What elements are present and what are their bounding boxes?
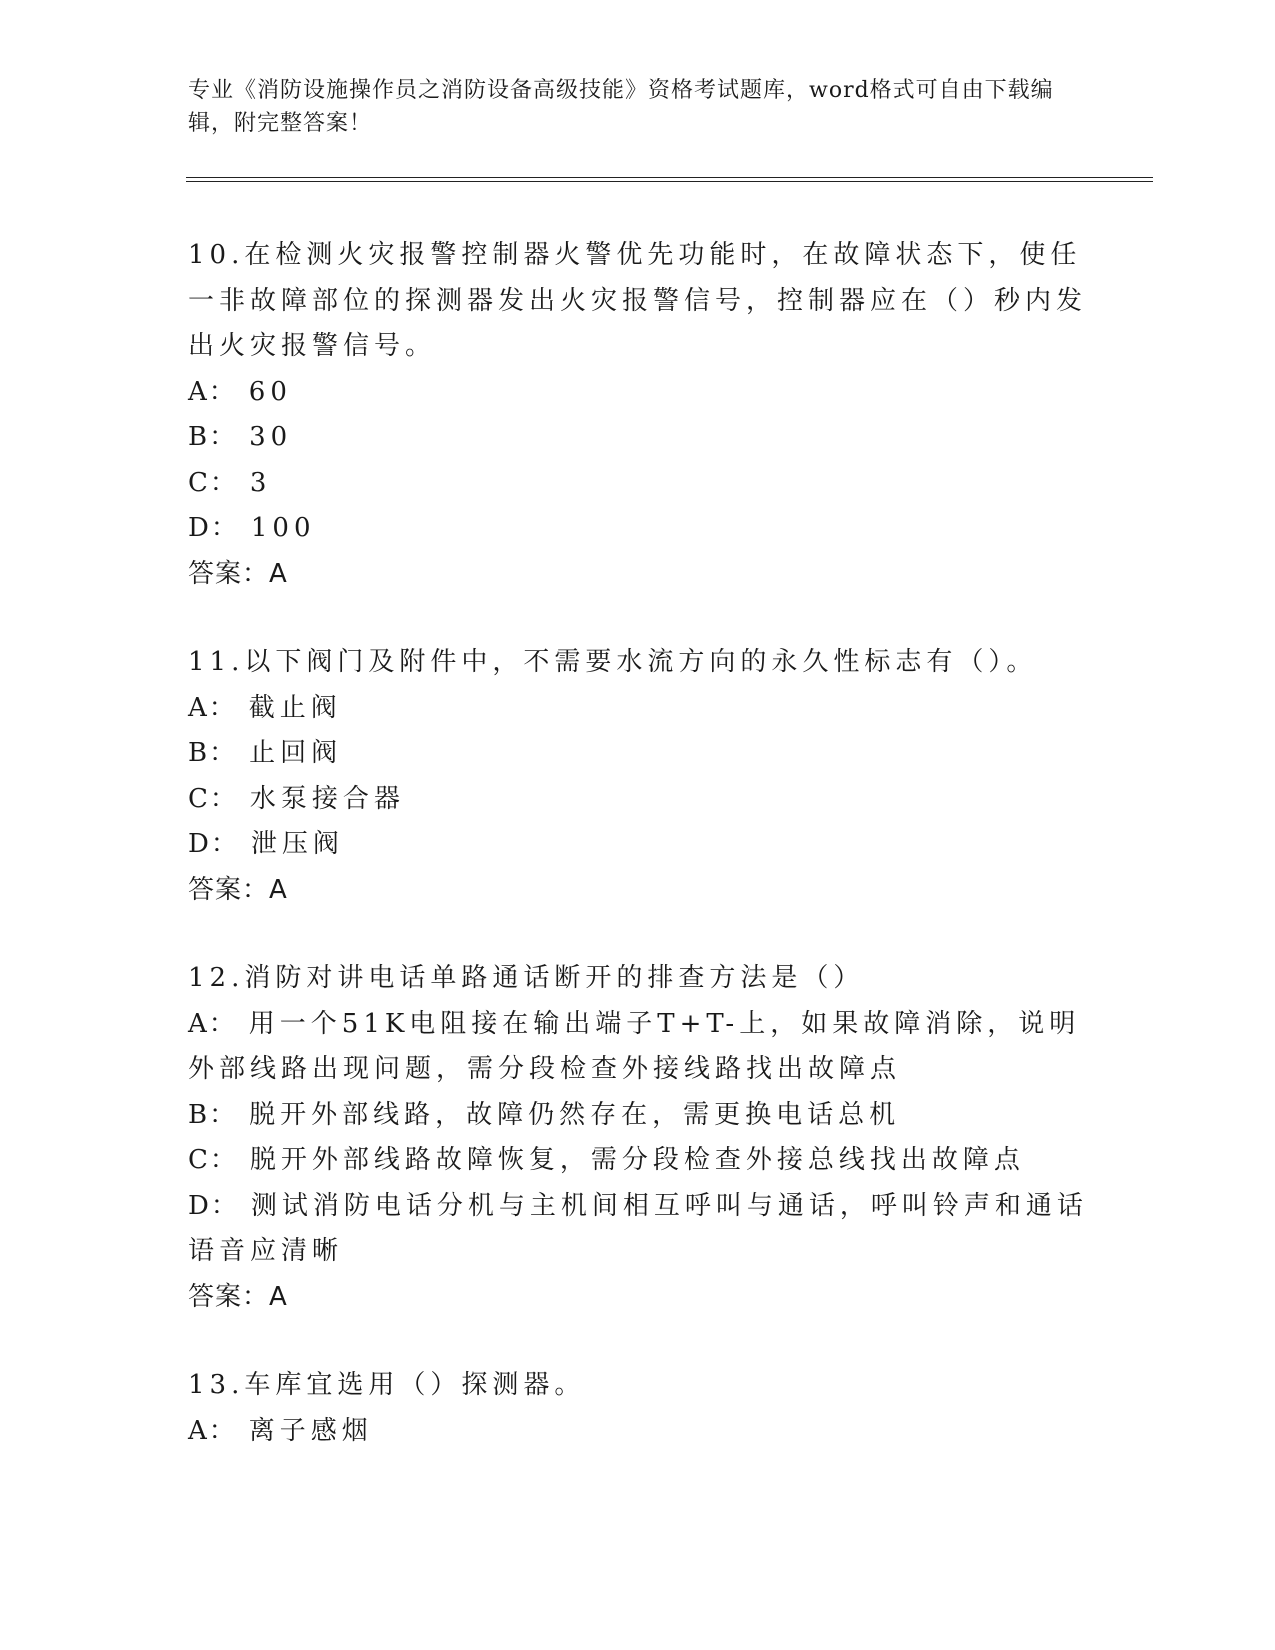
option-a (188, 1409, 1088, 1455)
option-text: 用一个51K电阻接在输出端子T+T-上，如果故障消除，说明外部线路出现问题，需分段检查外接线路找出故障点 (188, 1008, 1081, 1084)
option-text: 100 (250, 513, 316, 543)
option-key: C： (188, 467, 238, 498)
question-text: 10.在检测火灾报警控制器火警优先功能时，在故障状态下，使任一非故障部位的探测器发出火灾报警信号，控制器应在（）秒内发出火灾报警信号。 (188, 240, 1088, 361)
option-c (188, 461, 1088, 507)
option-a (188, 1002, 1088, 1093)
option-b (188, 415, 1088, 461)
question-text: 12.消防对讲电话单路通话断开的排查方法是（） (188, 963, 865, 993)
option-key: A： (188, 1415, 237, 1446)
question-list (188, 233, 1088, 1497)
option-key: A： (188, 692, 237, 723)
option-text: 测试消防电话分机与主机间相互呼叫与通话，呼叫铃声和通话语音应清晰 (188, 1190, 1088, 1266)
option-d (188, 822, 1088, 868)
question-11 (188, 640, 1088, 913)
option-b (188, 731, 1088, 777)
option-key: A： (188, 1008, 237, 1039)
option-key: B： (188, 422, 238, 452)
option-b (188, 1093, 1088, 1139)
option-text: 离子感烟 (248, 1415, 373, 1446)
header-divider (186, 177, 1153, 182)
option-c (188, 1138, 1088, 1184)
option-text: 3 (249, 467, 272, 498)
answer-line: 答案：A (188, 1281, 288, 1312)
document-header: 专业《消防设施操作员之消防设备高级技能》资格考试题库，word格式可自由下载编辑，附完整答案！ (188, 78, 1054, 136)
option-a (188, 370, 1088, 416)
option-text: 60 (248, 376, 292, 407)
option-key: A： (188, 376, 237, 407)
option-key: D： (188, 1190, 239, 1221)
option-key: D： (188, 513, 239, 543)
option-d (188, 506, 1088, 552)
answer-line: 答案：A (188, 558, 288, 589)
option-text: 截止阀 (248, 692, 342, 723)
option-c (188, 777, 1088, 823)
option-text: 脱开外部线路故障恢复，需分段检查外接总线找出故障点 (249, 1145, 1025, 1175)
option-text: 脱开外部线路，故障仍然存在，需更换电话总机 (249, 1099, 901, 1130)
option-key: C： (188, 1145, 238, 1175)
option-key: C： (188, 783, 238, 814)
question-13 (188, 1363, 1088, 1454)
option-a (188, 686, 1088, 732)
question-12 (188, 956, 1088, 1320)
option-key: B： (188, 1099, 238, 1130)
option-d (188, 1184, 1088, 1275)
option-text: 止回阀 (249, 738, 343, 768)
option-key: D： (188, 829, 239, 859)
option-key: B： (188, 738, 238, 768)
answer-line: 答案：A (188, 874, 288, 905)
option-text: 水泵接合器 (249, 783, 405, 814)
option-text: 泄压阀 (250, 829, 344, 859)
option-text: 30 (249, 422, 293, 452)
question-text: 11.以下阀门及附件中，不需要水流方向的永久性标志有（）。 (188, 647, 1038, 677)
question-10 (188, 233, 1088, 597)
question-text: 13.车库宜选用（）探测器。 (188, 1370, 586, 1400)
